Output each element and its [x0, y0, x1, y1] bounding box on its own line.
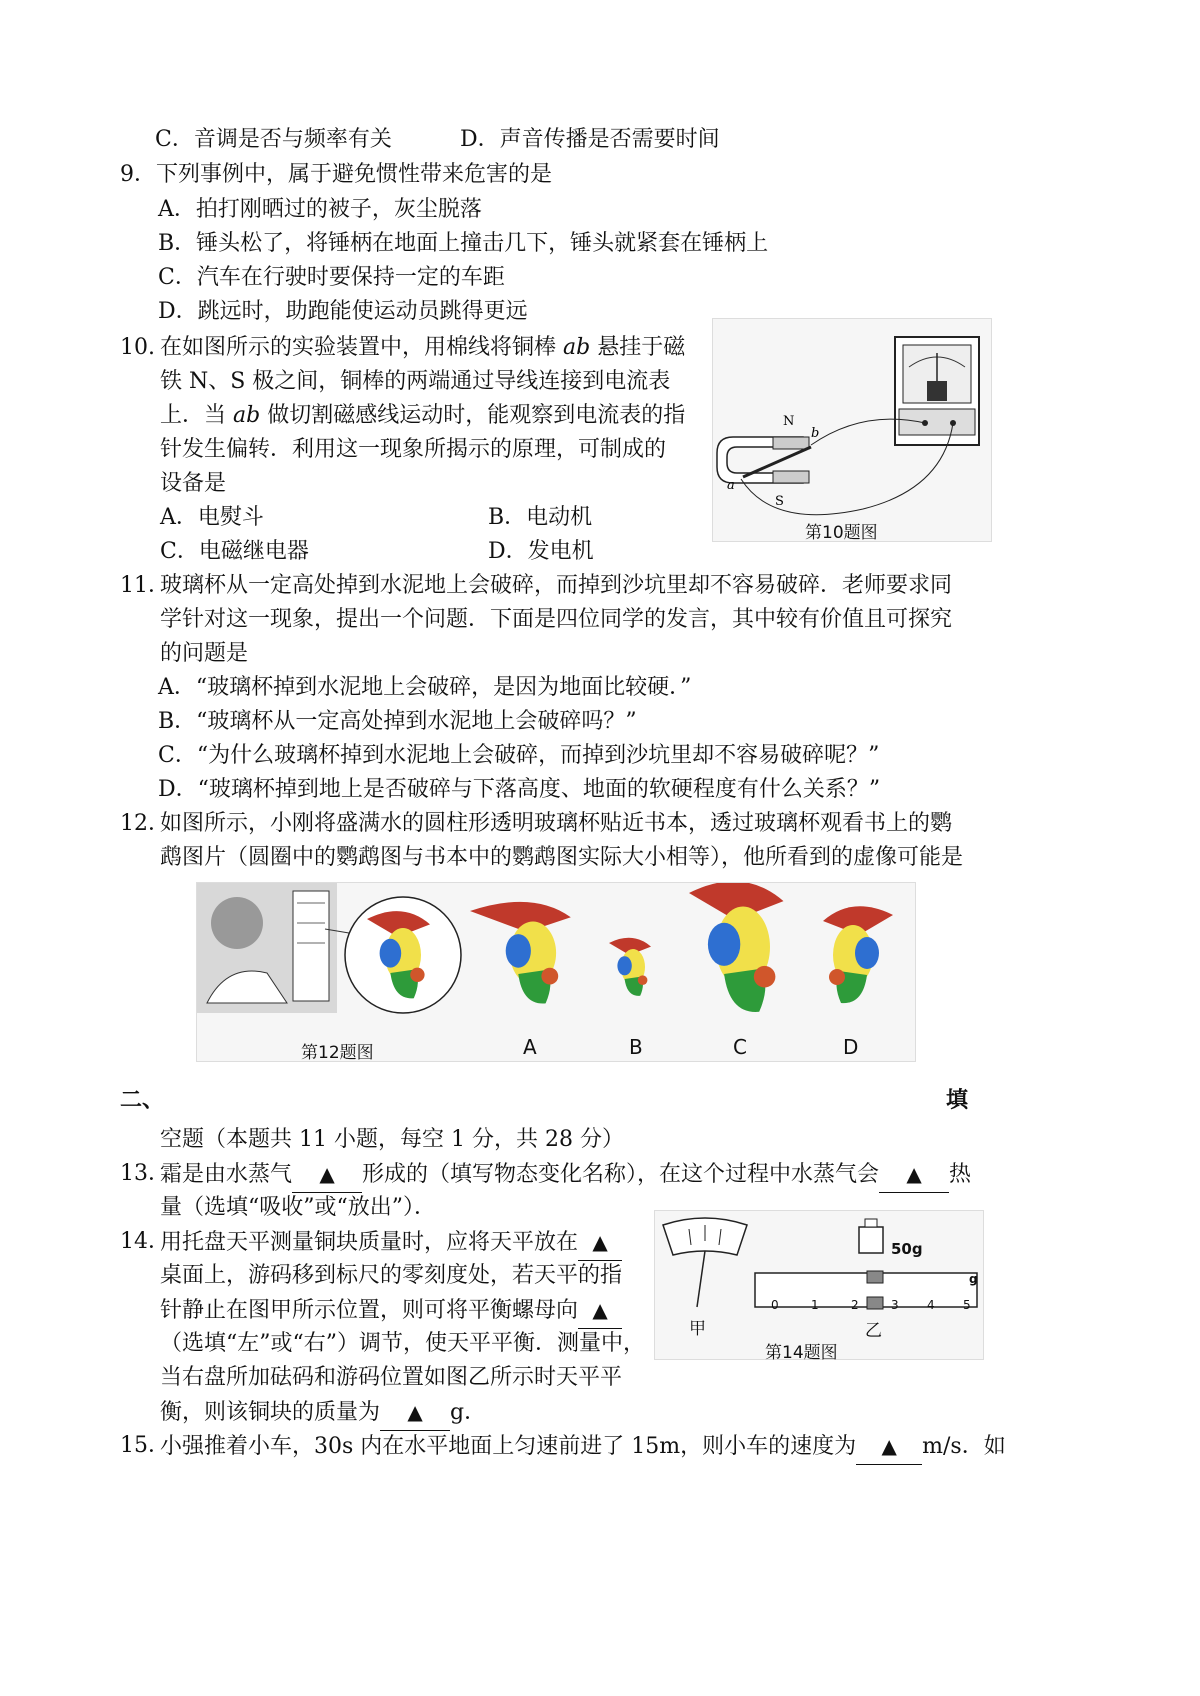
q15-number: 15．	[120, 1433, 170, 1458]
parrot-choice-b	[609, 938, 651, 996]
magnet-n-pole	[773, 437, 809, 449]
rider-scale	[755, 1273, 977, 1307]
scale-tick-5: 5	[963, 1298, 971, 1312]
parrot-choice-d	[823, 906, 893, 1003]
q10-figure-caption: 第10题图	[805, 523, 878, 543]
scale-tick-4: 4	[927, 1298, 935, 1312]
q12-number: 12．	[120, 811, 170, 836]
q13-blank-2[interactable]: ▲	[879, 1156, 949, 1193]
parrot-ball	[541, 968, 558, 985]
q9-stem: 9．下列事例中，属于避免惯性带来危害的是	[120, 162, 552, 187]
scale-tick-0: 0	[771, 1298, 779, 1312]
q15-blank-1[interactable]: ▲	[856, 1428, 922, 1465]
scale-tick-2: 2	[851, 1298, 859, 1312]
q11-option-d: D．“玻璃杯掉到地上是否破碎与下落高度、地面的软硬程度有什么关系？”	[158, 777, 881, 802]
q10-option-d: D．发电机	[488, 539, 594, 564]
q14-blank-1[interactable]: ▲	[578, 1224, 622, 1261]
q11-line-3: 的问题是	[160, 641, 249, 666]
ammeter-base	[899, 409, 975, 435]
boy-head	[211, 897, 263, 949]
q14-figure-caption: 第14题图	[765, 1343, 838, 1363]
parrot-wing	[506, 934, 531, 968]
figure-yi-label: 乙	[865, 1321, 882, 1341]
q14-blank-2[interactable]: ▲	[578, 1292, 622, 1329]
parrot-wing	[380, 939, 402, 968]
q10-option-c: C．电磁继电器	[160, 539, 309, 564]
q10-number: 10.	[120, 335, 155, 360]
q10-option-a: A．电熨斗	[160, 505, 264, 530]
q12-line-2: 鹉图片（圆圈中的鹦鹉图与书本中的鹦鹉图实际大小相等），他所看到的虚像可能是	[160, 845, 964, 870]
label-s: S	[775, 494, 784, 509]
parrot-choice-c	[689, 883, 784, 1012]
parrot-wing	[855, 937, 879, 969]
q9-option-a: A．拍打刚晒过的被子，灰尘脱落	[158, 197, 482, 222]
q8-option-c: C．音调是否与频率有关	[155, 127, 392, 152]
q13-number: 13．	[120, 1161, 170, 1186]
rider-top	[867, 1271, 883, 1283]
q12-choice-d-label: D	[843, 1035, 859, 1059]
section-2-number: 二、	[120, 1087, 165, 1113]
q12-choice-b-label: B	[629, 1035, 643, 1059]
q14-line-1: 用托盘天平测量铜块质量时，应将天平放在 ▲	[160, 1224, 622, 1261]
q10-apparatus-drawing	[713, 319, 991, 541]
q10-line-5: 设备是	[160, 471, 227, 496]
q14-number: 14．	[120, 1229, 170, 1254]
q12-figure	[196, 882, 916, 1062]
parrot-choice-a	[470, 902, 571, 1004]
section-2-heading: 空题（本题共 11 小题，每空 1 分，共 28 分）	[160, 1127, 624, 1152]
q10-line-4: 针发生偏转．利用这一现象所揭示的原理，可制成的	[160, 437, 667, 462]
q14-line-3: 针静止在图甲所示位置，则可将平衡螺母向 ▲	[160, 1292, 622, 1329]
q9-option-d: D．跳远时，助跑能使运动员跳得更远	[158, 299, 528, 324]
q13-blank-1[interactable]: ▲	[292, 1156, 362, 1193]
weight-label: 50g	[891, 1240, 923, 1258]
q11-line-2: 学针对这一现象，提出一个问题．下面是四位同学的发言，其中较有价值且可探究	[160, 607, 953, 632]
q10-option-b: B．电动机	[488, 505, 593, 530]
label-n: N	[783, 414, 795, 429]
section-2-title-part: 填	[946, 1087, 969, 1113]
scale-tick-1: 1	[811, 1298, 819, 1312]
q10-line-3: 上．当 ab 做切割磁感线运动时，能观察到电流表的指	[160, 403, 686, 428]
book	[293, 891, 329, 1001]
weight-50g	[859, 1227, 883, 1253]
q13-line-1: 霜是由水蒸气 ▲ 形成的（填写物态变化名称），在这个过程中水蒸气会 ▲ 热	[160, 1156, 971, 1193]
q12-line-1: 如图所示，小刚将盛满水的圆柱形透明玻璃杯贴近书本，透过玻璃杯观看书上的鹦	[160, 811, 953, 836]
q8-option-d: D．声音传播是否需要时间	[460, 127, 720, 152]
label-b: b	[811, 426, 820, 441]
q10-figure	[712, 318, 992, 542]
q11-option-a: A．“玻璃杯掉到水泥地上会破碎，是因为地面比较硬．”	[158, 675, 692, 700]
q10-line-1: 在如图所示的实验装置中，用棉线将铜棒 ab 悬挂于磁	[160, 335, 686, 360]
q15-line-1: 小强推着小车，30s 内在水平地面上匀速前进了 15m，则小车的速度为 ▲ m/s．如	[160, 1428, 1006, 1465]
scale-unit: g	[969, 1272, 978, 1286]
ammeter-coil	[927, 381, 947, 401]
balance-pointer	[697, 1251, 705, 1307]
parrot-ball	[410, 968, 424, 982]
q14-line-5: 当右盘所加砝码和游码位置如图乙所示时天平平	[160, 1365, 623, 1390]
scale-tick-3: 3	[891, 1298, 899, 1312]
parrot-ball	[829, 969, 845, 985]
rider-bottom	[867, 1297, 883, 1309]
q9-option-c: C．汽车在行驶时要保持一定的车距	[158, 265, 505, 290]
weight-knob	[865, 1219, 877, 1227]
label-a: a	[727, 478, 735, 493]
q14-figure	[654, 1210, 984, 1363]
q9-option-b: B．锤头松了，将锤柄在地面上撞击几下，锤头就紧套在锤柄上	[158, 231, 769, 256]
q12-figure-caption: 第12题图	[301, 1043, 374, 1063]
magnet-s-pole	[773, 471, 809, 483]
q10-line-2: 铁 N、S 极之间，铜棒的两端通过导线连接到电流表	[160, 369, 671, 394]
parrot-ball	[754, 966, 776, 988]
q13-line-2: 量（选填“吸收”或“放出”）．	[160, 1195, 436, 1220]
q12-choice-c-label: C	[733, 1035, 747, 1059]
q11-number: 11．	[120, 573, 170, 598]
figure-jia-label: 甲	[689, 1319, 706, 1339]
parrot-ball	[638, 975, 648, 985]
q14-blank-3[interactable]: ▲	[380, 1394, 450, 1431]
q11-line-1: 玻璃杯从一定高处掉到水泥地上会破碎，而掉到沙坑里却不容易破碎．老师要求同	[160, 573, 953, 598]
q12-choice-a-label: A	[523, 1035, 537, 1059]
q11-option-b: B．“玻璃杯从一定高处掉到水泥地上会破碎吗？”	[158, 709, 637, 734]
parrot-wing	[708, 923, 740, 966]
q11-option-c: C．“为什么玻璃杯掉到水泥地上会破碎，而掉到沙坑里却不容易破碎呢？”	[158, 743, 880, 768]
q14-line-4: （选填“左”或“右”）调节，使天平平衡．测量中，	[160, 1331, 645, 1356]
parrot-wing	[617, 956, 631, 975]
q14-line-2: 桌面上，游码移到标尺的零刻度处，若天平的指	[160, 1263, 623, 1288]
q14-line-6: 衡，则该铜块的质量为 ▲ g．	[160, 1394, 486, 1431]
